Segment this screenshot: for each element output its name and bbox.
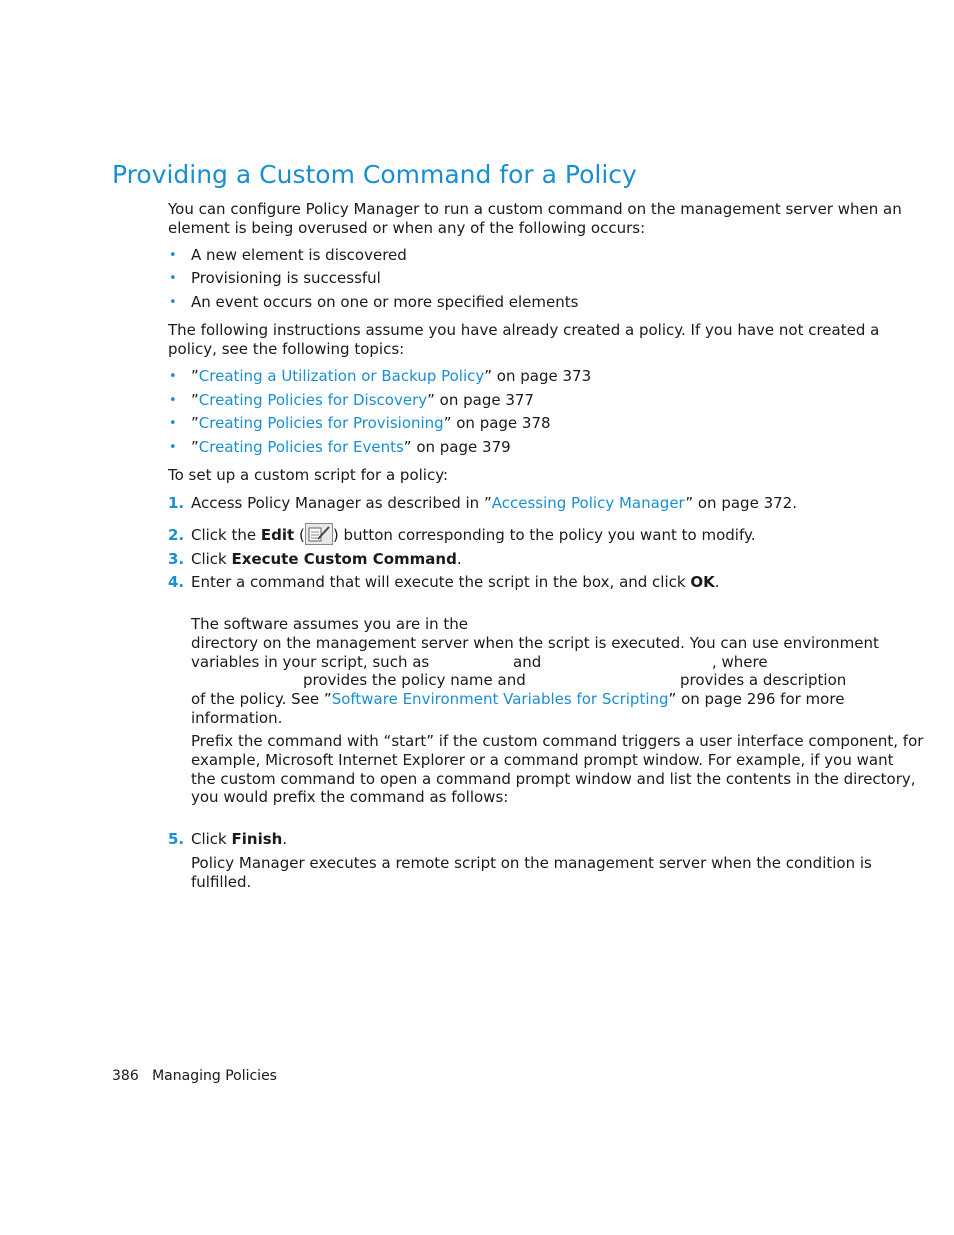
note-line-3b: and [513, 653, 542, 671]
step-text: Access Policy Manager as described in ” [191, 494, 492, 512]
setup-intro: To set up a custom script for a policy: [168, 466, 449, 484]
bullet-icon: • [169, 393, 177, 408]
step-text: ( [294, 526, 305, 544]
step-text: Enter a command that will execute the script in the box, and click [191, 573, 691, 591]
prefix-line-3: the custom command to open a command prompt window and list the contents in the directory, [191, 770, 916, 788]
page-footer [112, 1067, 277, 1086]
list-item: An event occurs on one or more specified elements [191, 293, 579, 311]
note-line-4a: provides the policy name and [303, 671, 526, 689]
step-text: ” on page 372. [685, 494, 797, 512]
bullet-icon: • [169, 271, 177, 286]
topic-link[interactable]: Creating a Utilization or Backup Policy [198, 367, 485, 385]
note-line-1: The software assumes you are in the [191, 615, 469, 633]
topic-page-ref: ” on page 379 [403, 438, 511, 456]
bullet-icon: • [169, 416, 177, 431]
edit-label: Edit [260, 526, 295, 544]
step-text: Click [191, 830, 232, 848]
step-text: . [456, 550, 462, 568]
note-text: ” on page 296 for more [668, 690, 845, 708]
prefix-line-4: you would prefix the command as follows: [191, 788, 509, 806]
quote-open: ” [191, 391, 199, 409]
step-text: ) button corresponding to the policy you want to modify. [332, 526, 756, 544]
result-line-2: fulfilled. [191, 873, 252, 891]
page-title: Providing a Custom Command for a Policy [112, 160, 637, 189]
note-line-4b: provides a description [680, 671, 847, 689]
page-number: 386 [112, 1068, 139, 1084]
step-number: 4. [168, 573, 185, 591]
execute-custom-command-label: Execute Custom Command [231, 550, 457, 568]
software-env-vars-link[interactable]: Software Environment Variables for Scripting [331, 690, 669, 708]
step-3-text [191, 550, 462, 569]
note-line-5 [191, 690, 844, 709]
bullet-icon: • [169, 369, 177, 384]
assume-line-2: policy, see the following topics: [168, 340, 405, 358]
quote-open: ” [191, 367, 199, 385]
ok-label: OK [690, 573, 715, 591]
topic-item [191, 414, 551, 433]
finish-label: Finish [231, 830, 283, 848]
note-text: of the policy. See ” [191, 690, 332, 708]
bullet-icon: • [169, 440, 177, 455]
list-item: Provisioning is successful [191, 269, 381, 287]
step-4-text [191, 573, 720, 592]
accessing-policy-manager-link[interactable]: Accessing Policy Manager [491, 494, 686, 512]
bullet-icon: • [169, 248, 177, 263]
topic-page-ref: ” on page 378 [443, 414, 551, 432]
prefix-line-1: Prefix the command with “start” if the custom command triggers a user interface component, for [191, 732, 924, 750]
step-5-text [191, 830, 287, 849]
step-2-text [191, 522, 756, 548]
topic-item [191, 367, 591, 386]
step-text: Click [191, 550, 232, 568]
footer-section: Managing Policies [152, 1068, 277, 1084]
edit-icon [305, 523, 333, 545]
note-line-3c: , where [712, 653, 768, 671]
intro-line-2: element is being overused or when any of the following occurs: [168, 219, 646, 237]
note-line-2: directory on the management server when the script is executed. You can use environment [191, 634, 879, 652]
topic-page-ref: ” on page 373 [484, 367, 592, 385]
quote-open: ” [191, 438, 199, 456]
step-1-text [191, 494, 797, 513]
topic-item [191, 391, 534, 410]
topic-link[interactable]: Creating Policies for Events [198, 438, 404, 456]
step-text: Click the [191, 526, 261, 544]
assume-line-1: The following instructions assume you have already created a policy. If you have not created a [168, 321, 880, 339]
intro-line-1: You can configure Policy Manager to run a custom command on the management server when an [168, 200, 902, 218]
bullet-icon: • [169, 295, 177, 310]
list-item: A new element is discovered [191, 246, 407, 264]
step-text: . [282, 830, 288, 848]
topic-page-ref: ” on page 377 [427, 391, 534, 409]
step-text: . [714, 573, 720, 591]
note-line-6: information. [191, 709, 283, 727]
topic-link[interactable]: Creating Policies for Discovery [198, 391, 428, 409]
quote-open: ” [191, 414, 199, 432]
topic-item [191, 438, 511, 457]
topic-link[interactable]: Creating Policies for Provisioning [198, 414, 444, 432]
step-number: 5. [168, 830, 185, 848]
prefix-line-2: example, Microsoft Internet Explorer or a command prompt window. For example, if you want [191, 751, 894, 769]
note-line-3a: variables in your script, such as [191, 653, 430, 671]
step-number: 1. [168, 494, 185, 512]
result-line-1: Policy Manager executes a remote script on the management server when the condition is [191, 854, 872, 872]
step-number: 3. [168, 550, 185, 568]
step-number: 2. [168, 526, 185, 544]
